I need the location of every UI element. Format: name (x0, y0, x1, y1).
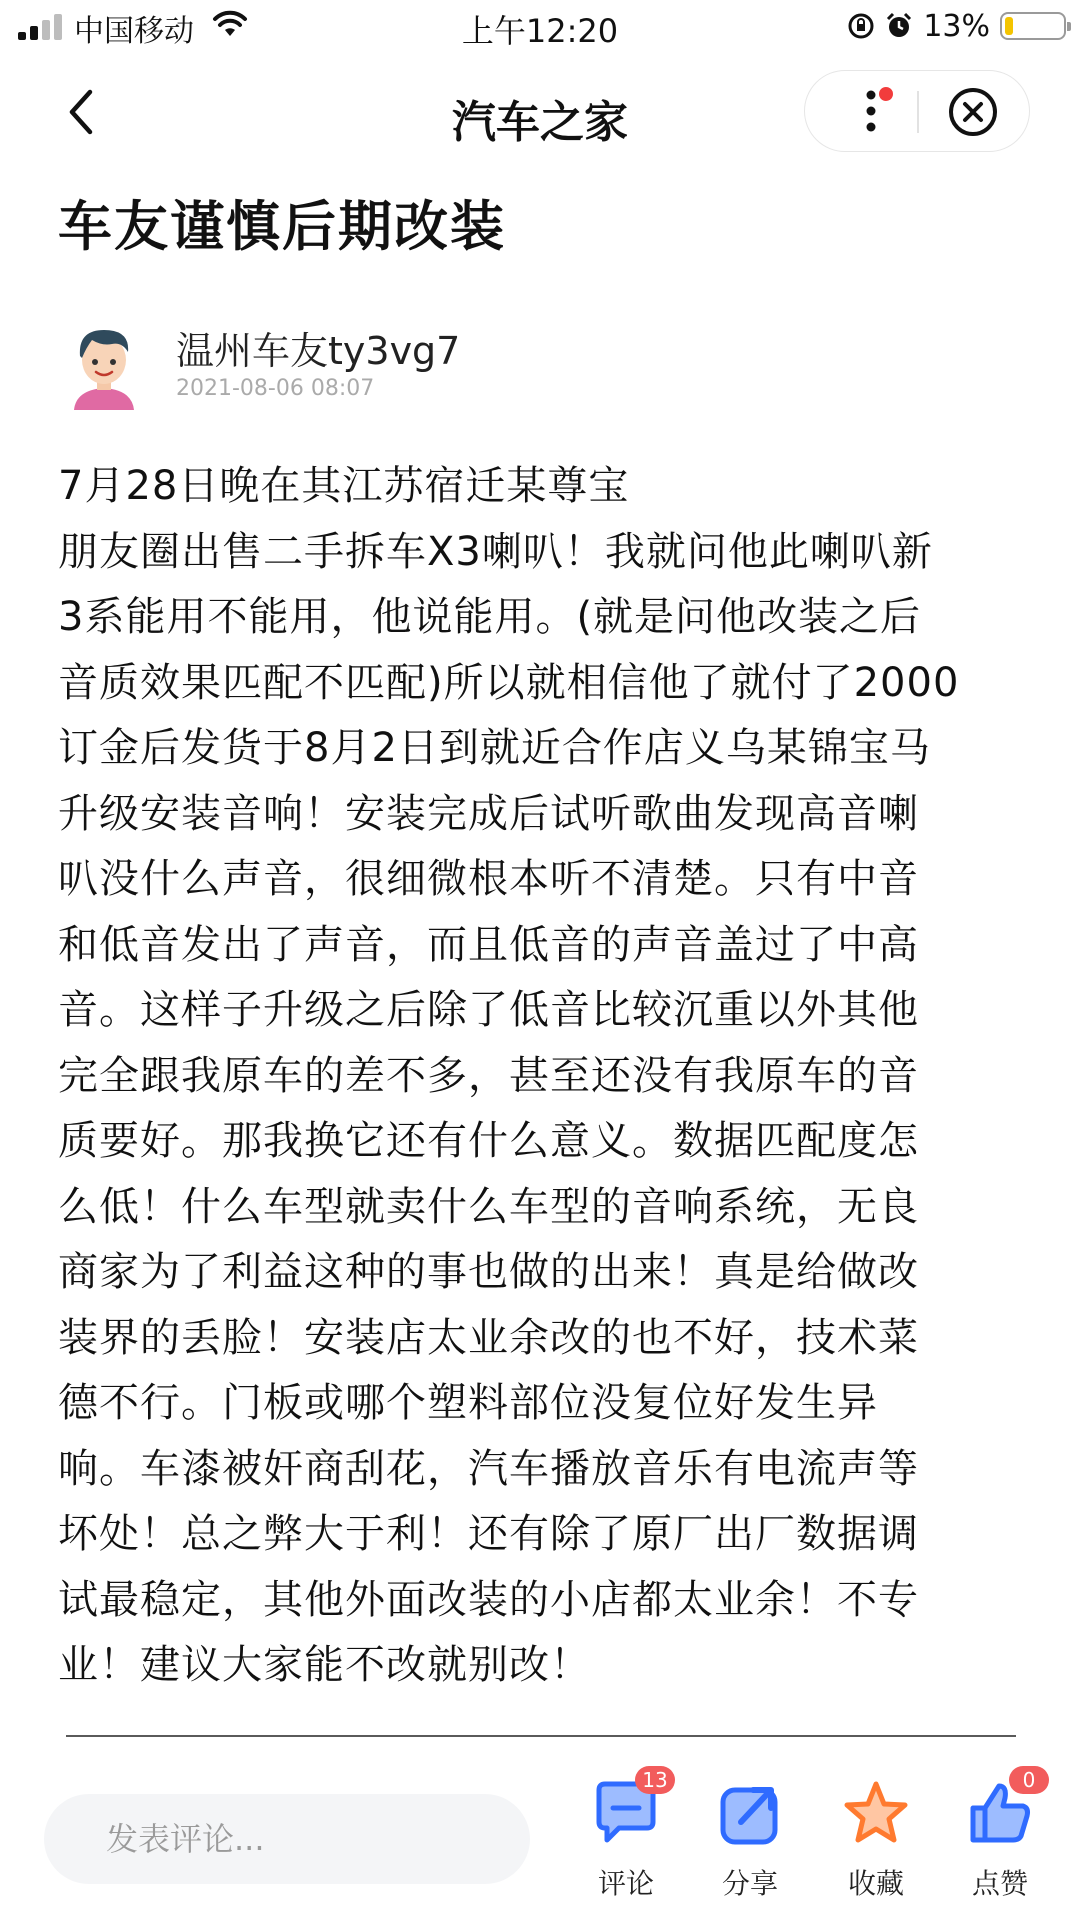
clock: 上午12:20 (461, 12, 619, 50)
mini-program-capsule (804, 70, 1030, 152)
divider (66, 1735, 1016, 1737)
article-body-line: 音质效果匹配不匹配)所以就相信他了就付了2000 (58, 659, 960, 706)
star-icon (841, 1778, 911, 1848)
alarm-icon (885, 12, 913, 40)
notification-dot (879, 87, 893, 101)
article-body-line: 试最稳定，其他外面改装的小店都太业余！不专 (58, 1576, 919, 1623)
author-avatar[interactable] (66, 322, 142, 410)
article-body-line: 完全跟我原车的差不多，甚至还没有我原车的音 (58, 1052, 919, 1099)
comment-count-badge: 13 (635, 1766, 675, 1794)
like-button[interactable] (950, 1768, 1050, 1908)
comment-button[interactable] (576, 1768, 676, 1908)
close-circle-icon (947, 86, 999, 138)
share-label: 分享 (721, 1867, 778, 1900)
article-body-line: 商家为了利益这种的事也做的出来！真是给做改 (58, 1249, 919, 1295)
like-label: 点赞 (971, 1867, 1028, 1900)
capsule-divider (917, 91, 919, 133)
article-body-line: 德不行。门板或哪个塑料部位没复位好发生异 (58, 1380, 878, 1426)
comment-input[interactable] (44, 1794, 530, 1884)
post-date: 2021-08-06 08:07 (176, 376, 375, 401)
favorite-button[interactable] (826, 1778, 926, 1908)
article-body-line: 和低音发出了声音，而且低音的声音盖过了中高 (58, 921, 919, 968)
carrier-name: 中国移动 (74, 14, 194, 49)
article-body-line: 响。车漆被奸商刮花，汽车播放音乐有电流声等 (58, 1445, 919, 1492)
more-vertical-icon (865, 89, 877, 133)
article-body-line: 业！建议大家能不改就别改！ (58, 1642, 591, 1688)
rotation-lock-icon (847, 12, 875, 40)
author-name[interactable]: 温州车友ty3vg7 (176, 329, 461, 373)
article-body-line: 音。这样子升级之后除了低音比较沉重以外其他 (58, 987, 919, 1033)
status-bar (0, 0, 1080, 58)
article-body (58, 454, 1028, 1699)
favorite-label: 收藏 (847, 1867, 904, 1900)
article-body-line: 7月28日晚在其江苏宿迁某尊宝 (58, 463, 630, 509)
article-body-line: 叭没什么声音，很细微根本听不清楚。只有中音 (58, 856, 919, 902)
page-title: 汽车之家 (452, 97, 628, 148)
more-button[interactable] (839, 71, 903, 151)
article-title: 车友谨慎后期改装 (58, 195, 506, 258)
battery-icon (1000, 12, 1066, 40)
comment-label: 评论 (597, 1867, 654, 1900)
article-body-line: 质要好。那我换它还有什么意义。数据匹配度怎 (58, 1118, 919, 1164)
share-button[interactable] (700, 1778, 800, 1908)
share-icon (715, 1778, 785, 1848)
close-button[interactable] (945, 84, 1001, 140)
bottom-action-bar (0, 1738, 1080, 1920)
battery-percent: 13% (923, 8, 990, 44)
article-body-line: 朋友圈出售二手拆车X3喇叭！我就问他此喇叭新 (58, 528, 933, 575)
article-body-line: 订金后发货于8月2日到就近合作店义乌某锦宝马 (58, 725, 931, 771)
article-body-line: 么低！什么车型就卖什么车型的音响系统，无良 (58, 1183, 919, 1230)
article-body-line: 坏处！总之弊大于利！还有除了原厂出厂数据调 (58, 1511, 919, 1557)
like-count-badge: 0 (1009, 1766, 1049, 1794)
navigation-bar (0, 58, 1080, 164)
article-body-line: 3系能用不能用，他说能用。(就是问他改装之后 (58, 594, 922, 640)
article-body-line: 升级安装音响！安装完成后试听歌曲发现高音喇 (58, 790, 919, 837)
article-body-line: 装界的丢脸！安装店太业余改的也不好，技术菜 (58, 1314, 919, 1361)
